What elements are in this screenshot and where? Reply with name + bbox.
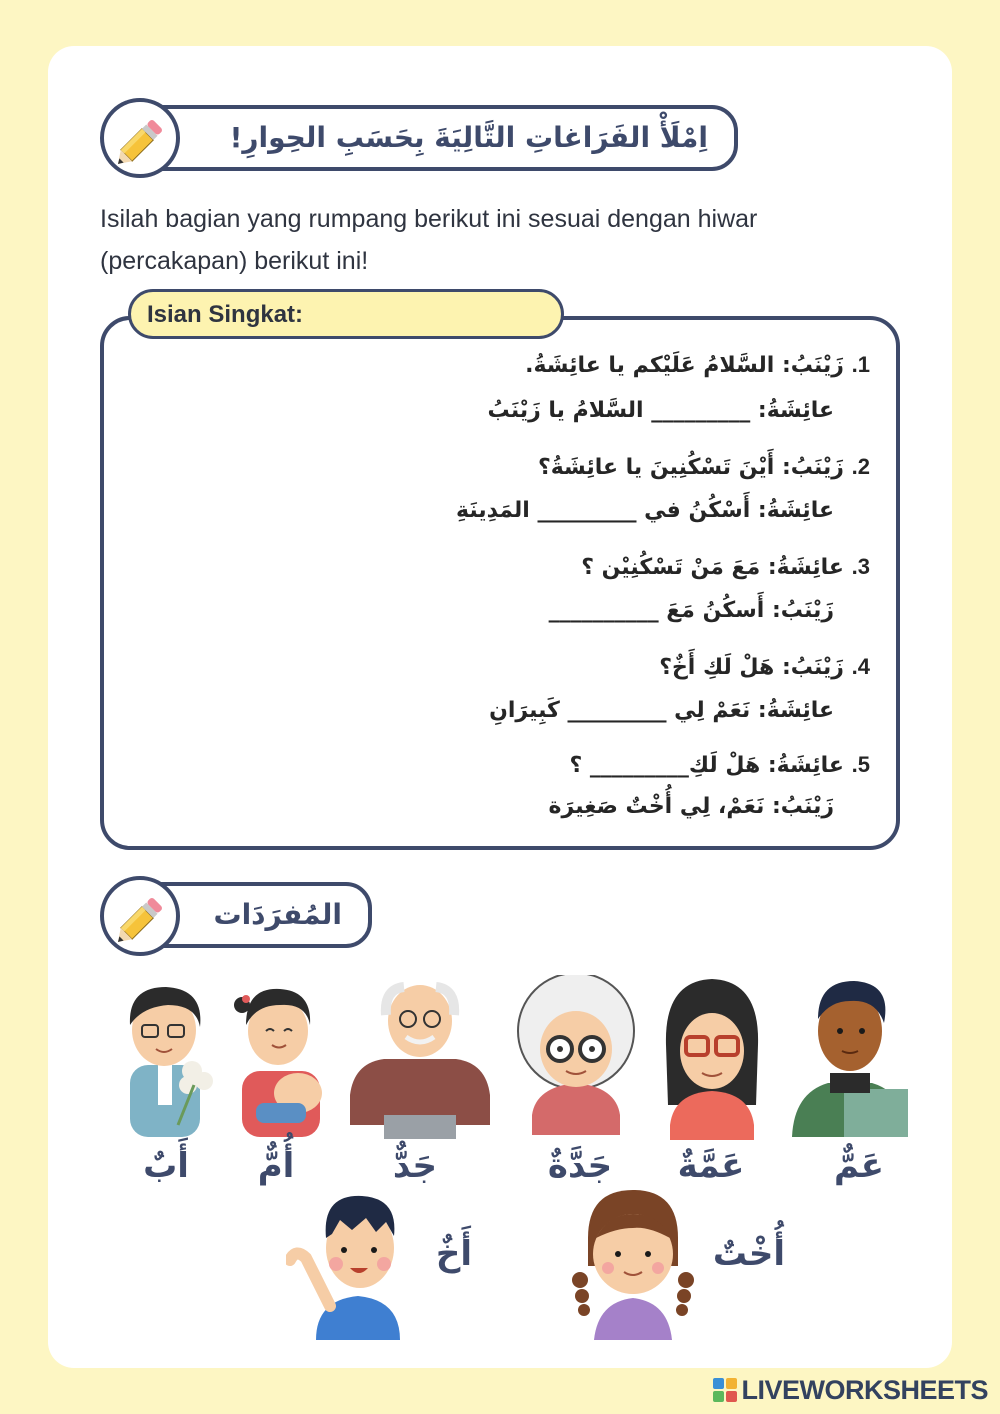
question-1: 1. زَيْنَبُ: السَّلامُ عَلَيْكم يا عائِشَةُ. <box>525 352 870 378</box>
vocab-ammah: عَمَّةٌ <box>677 1146 745 1186</box>
question-2: 2. زَيْنَبُ: أَيْنَ تَسْكُنِينَ يا عائِشَةُ؟ <box>537 454 870 480</box>
answer-line-3[interactable]: زَيْنَبُ: أَسكُنُ مَعَ __________ <box>548 598 834 623</box>
question-4: 4. زَيْنَبُ: هَلْ لَكِ أَخٌ؟ <box>659 654 870 680</box>
vocab-jadd: جَدٌّ <box>392 1146 438 1186</box>
question-3: 3. عائِشَةُ: مَعَ مَنْ تَسْكُنِيْن ؟ <box>581 554 870 580</box>
liveworksheets-logo-icon <box>713 1378 737 1402</box>
vocab-banner <box>150 882 372 948</box>
title-pencil-badge <box>100 98 180 178</box>
father-illustration <box>108 975 220 1140</box>
answer-line-2[interactable]: عائِشَةُ: أَسْكُنُ في _________ المَدِينَةِ <box>456 498 834 523</box>
brand-name: LIVEWORKSHEETS <box>741 1374 988 1405</box>
vocab-umm: أُمٌّ <box>257 1146 295 1186</box>
vocab-akh: أَخٌ <box>435 1234 473 1274</box>
answer-line-1[interactable]: عائِشَةُ: _________ السَّلامُ يا زَيْنَبُ <box>487 398 834 423</box>
vocab-pencil-badge <box>100 876 180 956</box>
mother-illustration <box>226 975 336 1140</box>
vocab-amm: عَمٌّ <box>834 1146 884 1186</box>
answer-line-5[interactable]: زَيْنَبُ: نَعَمْ، لِي أُخْتٌ صَغِيرَة <box>548 794 834 819</box>
uncle-illustration <box>788 975 912 1140</box>
brother-illustration <box>286 1188 412 1340</box>
pencil-icon <box>114 112 170 168</box>
instruction-text: Isilah bagian yang rumpang berikut ini sesuai dengan hiwar (percakapan) berikut ini! <box>100 205 758 275</box>
grandmother-illustration <box>506 975 646 1140</box>
vocab-ab: أَبٌ <box>143 1146 189 1186</box>
section-label: Isian Singkat: <box>147 301 304 328</box>
vocab-title: المُفرَدَات <box>213 898 342 931</box>
aunt-illustration <box>656 975 768 1140</box>
sister-illustration <box>568 1188 698 1340</box>
pencil-icon <box>114 890 170 946</box>
answer-line-4[interactable]: عائِشَةُ: نَعَمْ لِي _________ كَبِيرَانِ <box>489 698 834 723</box>
vocab-jaddah: جَدَّةٌ <box>547 1146 613 1186</box>
section-tag <box>128 289 564 339</box>
grandfather-illustration <box>344 975 496 1140</box>
liveworksheets-logo <box>713 1374 988 1406</box>
page-title: اِمْلَأْ الفَرَاغاتِ التَّالِيَةَ بِحَسَبِ الحِوارِ! <box>229 121 708 154</box>
title-banner <box>150 105 738 171</box>
vocab-ukht: أُخْتٌ <box>712 1234 786 1274</box>
question-5: 5. عائِشَةُ: هَلْ لَكِ_________ ؟ <box>569 752 870 778</box>
